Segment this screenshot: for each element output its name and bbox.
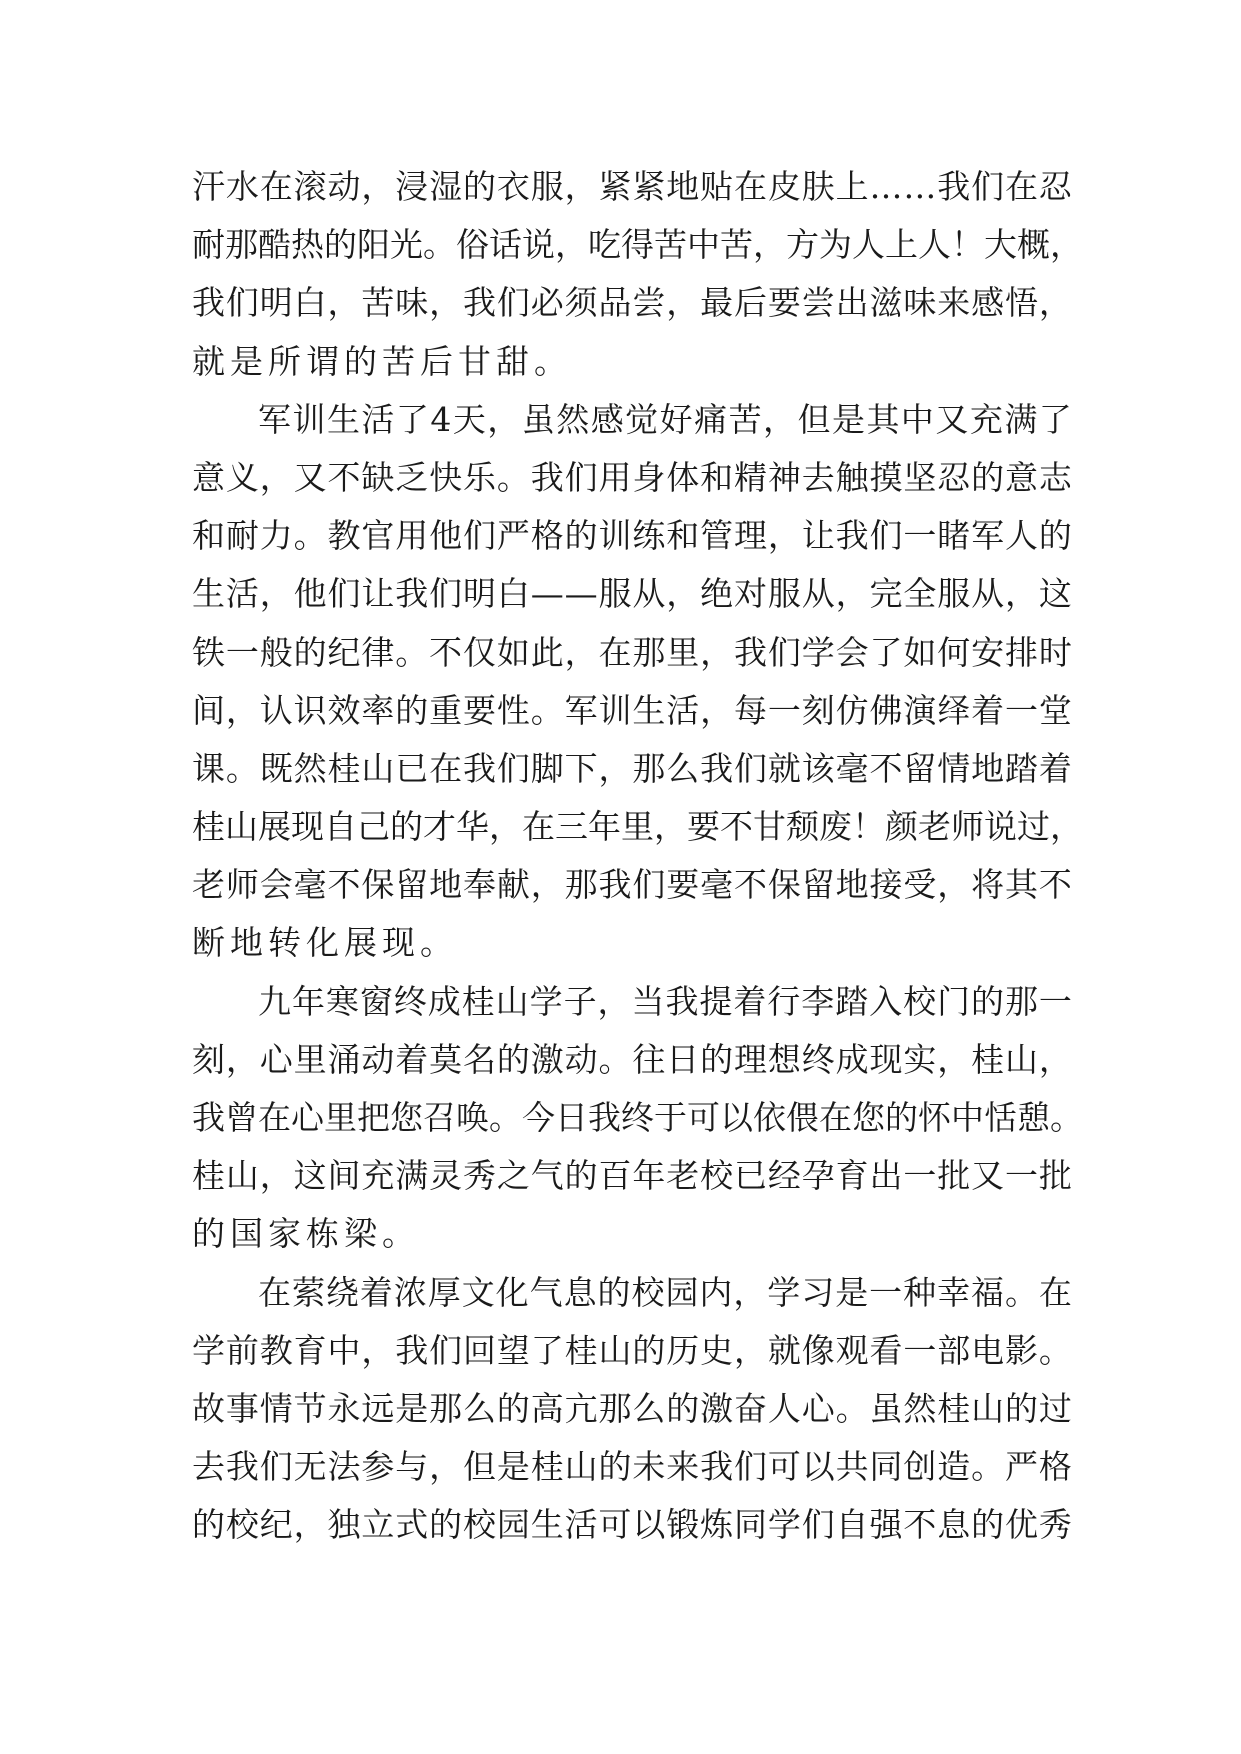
text-line: 就是所谓的苦后甘甜。 [192,341,572,381]
text-line: 九 年 寒 窗 终 成 桂 山 学 子 ， 当 我 提 着 行 李 踏 入 校 门 的 那 一 [258,981,1072,1021]
text-line: 生 活 ， 他 们 让 我 们 明 白 — — 服 从 ， 绝 对 服 从 ， 完 全 服 从 ， 这 [192,574,1072,614]
text-line: 我 们 明 白 ， 苦 味 ， 我 们 必 须 品 尝 ， 最 后 要 尝 出 滋 味 来 感 悟 ， [192,283,1072,323]
text-line: 课 。 既 然 桂 山 已 在 我 们 脚 下 ， 那 么 我 们 就 该 毫 不 留 情 地 踏 着 [192,748,1072,788]
text-line: 刻 ， 心 里 涌 动 着 莫 名 的 激 动 。 往 日 的 理 想 终 成 现 实 ， 桂 山 ， [192,1039,1072,1079]
text-line: 桂 山 ， 这 间 充 满 灵 秀 之 气 的 百 年 老 校 已 经 孕 育 出 一 批 又 一 批 [192,1156,1072,1196]
text-line: 去 我 们 无 法 参 与 ， 但 是 桂 山 的 未 来 我 们 可 以 共 同 创 造 。 严 格 [192,1447,1072,1487]
text-line: 军 训 生 活 了 4 天 ， 虽 然 感 觉 好 痛 苦 ， 但 是 其 中 又 充 满 了 [258,399,1072,439]
text-line: 铁 一 般 的 纪 律 。 不 仅 如 此 ， 在 那 里 ， 我 们 学 会 了 如 何 安 排 时 [192,632,1072,672]
text-line: 汗 水 在 滚 动 ， 浸 湿 的 衣 服 ， 紧 紧 地 贴 在 皮 肤 上 … … 我 们 在 忍 [192,167,1072,206]
text-line: 学 前 教 育 中 ， 我 们 回 望 了 桂 山 的 历 史 ， 就 像 观 看 一 部 电 影 。 [192,1330,1072,1370]
text-line: 断地转化展现。 [192,923,458,963]
text-line: 的 校 纪 ， 独 立 式 的 校 园 生 活 可 以 锻 炼 同 学 们 自 强 不 息 的 优 秀 [192,1505,1072,1545]
text-line: 桂 山 展 现 自 己 的 才 华 ， 在 三 年 里 ， 要 不 甘 颓 废 ！ 颜 老 师 说 过 ， [192,807,1083,847]
text-line: 我 曾 在 心 里 把 您 召 唤 。 今 日 我 终 于 可 以 依 偎 在 您 的 怀 中 恬 憩 。 [192,1098,1083,1137]
text-line: 故 事 情 节 永 远 是 那 么 的 高 亢 那 么 的 激 奋 人 心 。 虽 然 桂 山 的 过 [192,1388,1072,1428]
text-line: 的国家栋梁。 [192,1214,420,1254]
text-line: 间 ， 认 识 效 率 的 重 要 性 。 军 训 生 活 ， 每 一 刻 仿 佛 演 绎 着 一 堂 [192,690,1072,730]
text-line: 耐 那 酷 热 的 阳 光 。 俗 话 说 ， 吃 得 苦 中 苦 ， 方 为 人 上 人 ！ 大 概 ， [192,225,1083,265]
text-line: 在 萦 绕 着 浓 厚 文 化 气 息 的 校 园 内 ， 学 习 是 一 种 幸 福 。 在 [258,1272,1072,1312]
text-line: 意 义 ， 又 不 缺 乏 快 乐 。 我 们 用 身 体 和 精 神 去 触 摸 坚 忍 的 意 志 [192,457,1072,497]
text-line: 老 师 会 毫 不 保 留 地 奉 献 ， 那 我 们 要 毫 不 保 留 地 接 受 ， 将 其 不 [192,865,1072,905]
text-line: 和 耐 力 。 教 官 用 他 们 严 格 的 训 练 和 管 理 ， 让 我 们 一 睹 军 人 的 [192,516,1072,556]
body-text [192,158,1083,1555]
